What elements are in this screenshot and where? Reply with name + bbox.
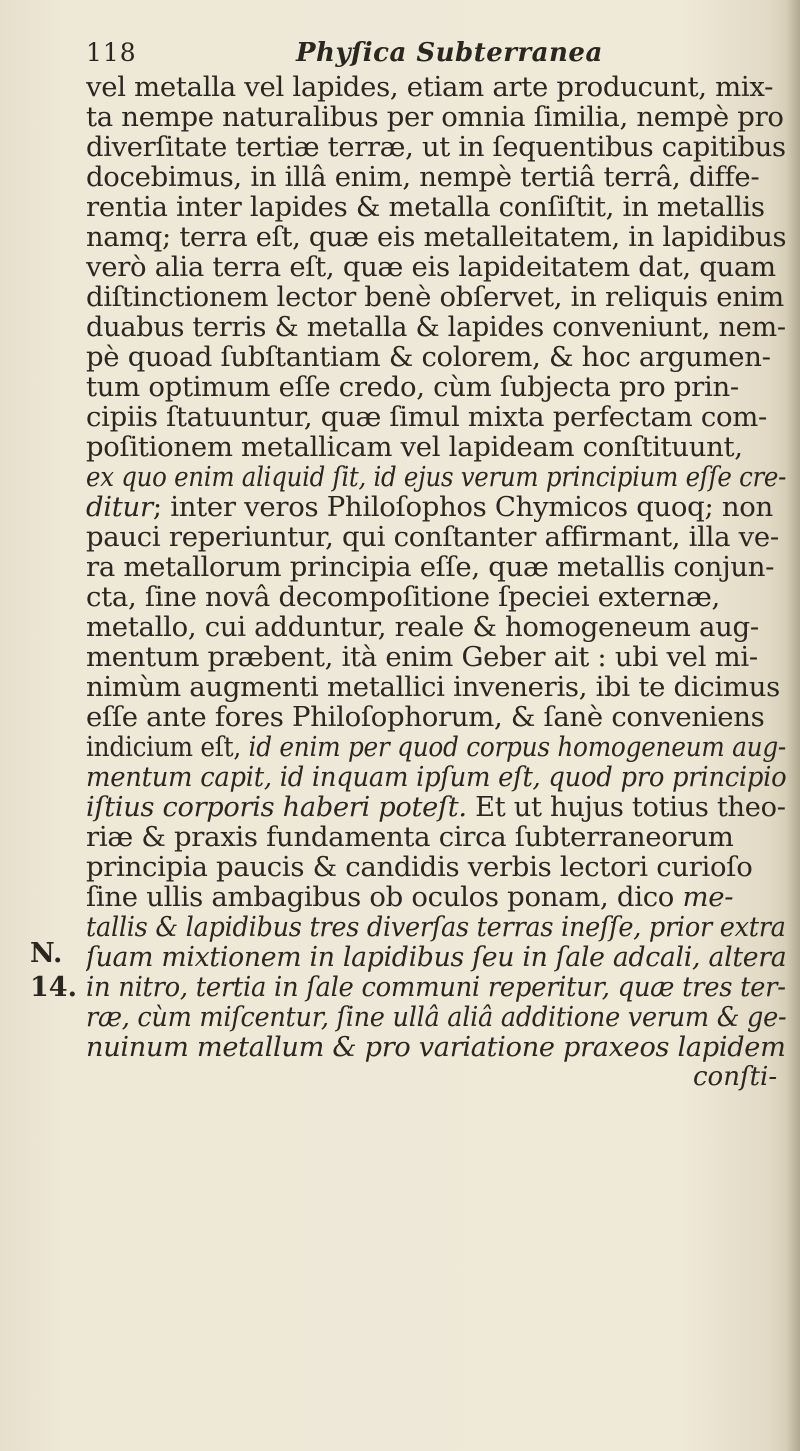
text-line bbox=[86, 820, 734, 854]
text-line bbox=[86, 940, 786, 974]
italic-text: tallis & lapidibus tres diverſas terras ineſſe, prior extra bbox=[86, 911, 786, 943]
text-line bbox=[86, 460, 786, 494]
text-line bbox=[86, 220, 786, 254]
text-line bbox=[86, 520, 779, 554]
roman-text: cipiis ſtatuuntur, quæ ſimul mixta perfectam com- bbox=[86, 401, 767, 433]
text-line bbox=[86, 160, 759, 194]
roman-text: verò alia terra eſt, quæ eis lapideitatem dat, quam bbox=[86, 251, 776, 283]
roman-text: vel metalla vel lapides, etiam arte producunt, mix- bbox=[86, 71, 774, 103]
text-line bbox=[86, 610, 759, 644]
roman-text: metallo, cui adduntur, reale & homogeneum aug- bbox=[86, 611, 759, 643]
text-line bbox=[86, 340, 771, 374]
margin-note-letter: N. bbox=[30, 938, 63, 969]
italic-text: ditur bbox=[86, 491, 153, 523]
roman-text: diſtinctionem lector benè obſervet, in reliquis enim bbox=[86, 281, 784, 313]
text-line bbox=[86, 760, 786, 794]
page-number: 118 bbox=[86, 38, 137, 67]
catchword: conſti- bbox=[693, 1062, 778, 1092]
text-line bbox=[86, 580, 720, 614]
roman-text: diverſitate tertiæ terræ, ut in ſequentibus capitibus bbox=[86, 131, 786, 163]
text-line bbox=[86, 370, 739, 404]
roman-text: pauci reperiuntur, qui conſtanter affirmant, illa ve- bbox=[86, 521, 779, 553]
roman-text: mentum præbent, ità enim Geber ait : ubi vel mi- bbox=[86, 641, 758, 673]
roman-text: Et ut hujus totius theo- bbox=[466, 791, 786, 823]
roman-text: rentia inter lapides & metalla conſiſtit, in metallis bbox=[86, 191, 765, 223]
roman-text: ra metallorum principia eſſe, quæ metallis conjun- bbox=[86, 551, 775, 583]
roman-text: pè quoad ſubſtantiam & colorem, & hoc argumen- bbox=[86, 341, 771, 373]
roman-text: ; inter veros Philoſophos Chymicos quoq; non bbox=[152, 491, 773, 523]
text-line bbox=[86, 280, 784, 314]
text-line bbox=[86, 730, 786, 764]
roman-text: duabus terris & metalla & lapides conveniunt, nem- bbox=[86, 311, 786, 343]
roman-text: riæ & praxis fundamenta circa ſubterraneorum bbox=[86, 821, 734, 853]
roman-text: tum optimum eſſe credo, cùm ſubjecta pro prin- bbox=[86, 371, 739, 403]
italic-text: iſtius corporis haberi poteſt. bbox=[86, 791, 467, 823]
text-line bbox=[86, 880, 733, 914]
roman-text: nimùm augmenti metallici inveneris, ibi te dicimus bbox=[86, 671, 780, 703]
text-line bbox=[86, 100, 784, 134]
page-edge-shadow bbox=[786, 0, 800, 1451]
roman-text: cta, ſine novâ decompoſitione ſpeciei externæ, bbox=[86, 581, 720, 613]
body-text bbox=[86, 70, 800, 1390]
text-line bbox=[86, 1000, 786, 1034]
text-line bbox=[86, 1030, 786, 1064]
roman-text: ta nempe naturalibus per omnia ſimilia, nempè pro bbox=[86, 101, 784, 133]
text-line bbox=[86, 910, 786, 944]
roman-text: poſitionem metallicam vel lapideam conſtituunt, bbox=[86, 431, 743, 463]
roman-text: indicium eſt, bbox=[86, 731, 249, 763]
italic-text: nuinum metallum & pro variatione praxeos lapidem bbox=[86, 1031, 786, 1063]
italic-text: ræ, cùm miſcentur, ſine ullâ aliâ additione verum & ge- bbox=[86, 1001, 787, 1033]
italic-text: me- bbox=[682, 881, 734, 913]
text-line bbox=[86, 970, 786, 1004]
italic-text: mentum capit, id inquam ipſum eſt, quod pro principio bbox=[86, 761, 787, 793]
text-line bbox=[86, 430, 743, 464]
text-line bbox=[86, 550, 774, 584]
running-title: Phyſica Subterranea bbox=[296, 38, 603, 68]
margin-note-number: 14. bbox=[30, 972, 77, 1003]
text-line bbox=[86, 640, 758, 674]
roman-text: namq; terra eſt, quæ eis metalleitatem, in lapidibus bbox=[86, 221, 787, 253]
text-line bbox=[86, 130, 786, 164]
text-line bbox=[86, 190, 765, 224]
text-line bbox=[86, 670, 780, 704]
text-line bbox=[86, 310, 786, 344]
text-line bbox=[86, 790, 786, 824]
italic-text: ex quo enim aliquid ſit, id ejus verum principium eſſe cre- bbox=[86, 461, 787, 493]
roman-text: eſſe ante fores Philoſophorum, & ſanè conveniens bbox=[86, 701, 765, 733]
italic-text: id enim per quod corpus homogeneum aug- bbox=[248, 731, 787, 763]
roman-text: docebimus, in illâ enim, nempè tertiâ terrâ, diffe- bbox=[86, 161, 760, 193]
roman-text: principia paucis & candidis verbis lectori curioſo bbox=[86, 851, 753, 883]
text-line bbox=[86, 250, 776, 284]
text-line bbox=[86, 490, 773, 524]
italic-text: in nitro, tertia in ſale communi reperitur, quæ tres ter- bbox=[86, 971, 786, 1003]
text-line bbox=[86, 400, 767, 434]
text-line bbox=[86, 850, 752, 884]
text-line bbox=[86, 70, 773, 104]
text-line bbox=[86, 700, 764, 734]
italic-text: ſuam mixtionem in lapidibus ſeu in ſale adcali, altera bbox=[86, 941, 787, 973]
roman-text: ſine ullis ambagibus ob oculos ponam, dico bbox=[86, 881, 683, 913]
